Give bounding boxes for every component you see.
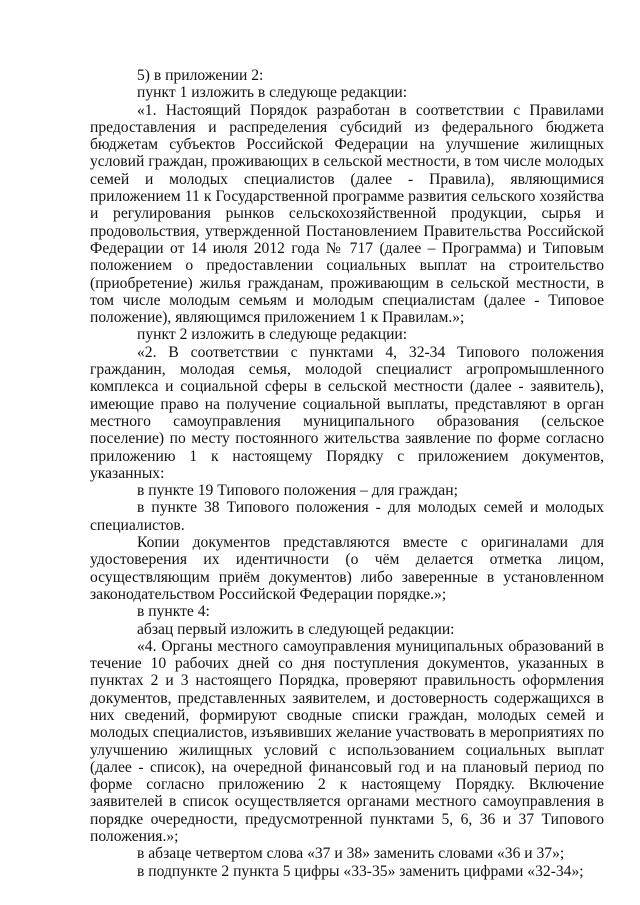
subsection-heading: 5) в приложении 2: (137, 67, 264, 84)
quoted-clause-4: «4. Органы местного самоуправления муниципальных образований в течение 10 рабочих дней со дня поступления документов, указанных в пунктах 2 и 3 настоящего Порядка, проверяют правильность оформления документов, представленных заявителем, и достоверность содержащихся в них сведений, формируют сводные списки граждан, молодых семей и молодых специалистов, изъявивших желание участвовать в мероприятиях по улучшению жилищных условий с использованием социальных выплат (далее - список), на очередной финансовый год и на плановый период по форме согласно приложению 2 к настоящему Порядку. Включение заявителей в список осуществляется органами местного самоуправления в порядке очередности, предусмотренной пунктами 5, 6, 36 и 37 Типового положения.»; (90, 637, 604, 846)
instruction-paragraph: пункт 2 изложить в следующе редакции: (137, 326, 408, 344)
instruction-paragraph: в подпункте 2 пункта 5 цифры «33-35» заменить цифрами «32-34»; (137, 862, 584, 880)
list-item: в пункте 38 Типового положения - для молодых семей и молодых специалистов. (90, 499, 604, 534)
document-body (90, 67, 604, 880)
instruction-paragraph: в пункте 4: (137, 603, 210, 621)
list-item: в пункте 19 Типового положения – для граждан; (137, 482, 458, 500)
instruction-paragraph: пункт 1 изложить в следующе редакции: (137, 84, 408, 102)
quoted-clause-1: «1. Настоящий Порядок разработан в соответствии с Правилами предоставления и распределения субсидий из федерального бюджета бюджетам субъектов Российской Федерации на улучшение жилищных условий граждан, проживающих в сельской местности, в том числе молодых семей и молодых специалистов (далее - Правила), являющимися приложением 11 к Государственной программе развития сельского хозяйства и регулирования рынков сельскохозяйственной продукции, сырья и продовольствия, утвержденной Постановлением Правительства Российской Федерации от 14 июля 2012 года № 717 (далее – Программа) и Типовым положением о предоставлении социальных выплат на строительство (приобретение) жилья гражданам, проживающим в сельской местности, в том числе молодым семьям и молодым специалистам (далее - Типовое положение), являющимся приложением 1 к Правилам.»; (90, 101, 604, 327)
instruction-paragraph: в абзаце четвертом слова «37 и 38» заменить словами «36 и 37»; (137, 845, 565, 863)
body-paragraph: Копии документов представляются вместе с оригиналами для удостоверения их идентичности (о чём делается отметка лицом, осуществляющим приём документов) либо заверенные в установленном законодательством Российской Федерации порядке.»; (90, 534, 604, 603)
quoted-clause-2: «2. В соответствии с пунктами 4, 32-34 Типового положения гражданин, молодая семья, молодой специалист агропромышленного комплекса и социальной сферы в сельской местности (далее - заявитель), имеющие право на получение социальной выплаты, представляют в орган местного самоуправления муниципального образования (сельское поселение) по месту постоянного жительства заявление по форме согласно приложению 1 к настоящему Порядку с приложением документов, указанных: (90, 343, 604, 482)
instruction-paragraph: абзац первый изложить в следующей редакции: (137, 620, 455, 638)
